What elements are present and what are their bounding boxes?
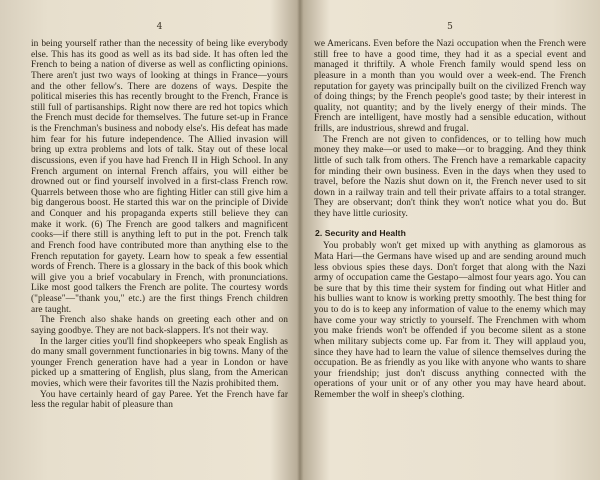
- paragraph: The French also shake hands on greeting each other and on saying goodbye. They are not back-slappers. It's not their way.: [31, 315, 288, 336]
- left-page-body: [31, 39, 288, 411]
- paragraph: In the larger cities you'll find shopkeepers who speak English as do many small government functionaries in big towns. Many of the younger French generation have had a year in London or have picked up a smattering of English, plus slang, from the American movies, which were their favorites till the Nazis prohibited them.: [31, 336, 288, 389]
- paragraph: You have certainly heard of gay Paree. Yet the French have far less the regular habit of pleasure than: [31, 389, 288, 411]
- paragraph: we Americans. Even before the Nazi occupation when the French were still free to have a good time, they had it as a special event and managed it thriftily. A whole French family would spend less on pleasure in a month than you would over a week-end. The French reputation for gayety was principally built on the civilized French way of doing things; by the French people's good taste; by their interest in quality, not quantity; and by the lively energy of their minds. The French are intelligent, have mostly had a sensible education, without frills, are industrious, shrewd and frugal.: [314, 39, 586, 134]
- left-page: [0, 0, 298, 480]
- paragraph: in being yourself rather than the necessity of being like everybody else. This has its good as well as its bad side. It has often led the French to being a nation of diverse as well as conflicting opinions. There aren't just two ways of looking at things in France—yours and the other fellow's. There are dozens of ways. Despite the political miseries this has recently brought to the French, France is still full of partisanships. Right now there are red hot topics which the French must decide for themselves. The future set-up in France is the Frenchman's business and nobody else's. His defeat has made him fear for his future independence. The Allied invasion will bring up extra problems and lots of talk. Stay out of these local discussions, even if you have had French II in High School. In any French argument on internal French affairs, you will either be drowned out or find yourself involved in a first-class French row. Quarrels between those who are fighting Hitler can still give him a big dangerous boost. He started this war on the principle of Divide and Conquer and his propaganda experts still believe they can make it work. (6) The French are good talkers and magnificent cooks—if there still is anything left to put in the pot. French talk and French food have contributed more than anything else to the French reputation for gayety. Learn how to speak a few essential words of French. There is a glossary in the back of this book which will give you a brief vocabulary in French, with pronunciations. Like most good talkers the French are polite. The courtesy words ("please"—"thank you," etc.) are the first things French children are taught.: [31, 39, 288, 315]
- right-page: [302, 0, 600, 480]
- paragraph: The French are not given to confidences, or to telling how much money they make—or used to make—or to bragging. And they think little of such talk from others. The French have a remarkable capacity for minding their own business. Even in the days when they used to travel, before the Nazis shut down on it, the French never used to sit down in a railway train and tell their private affairs to a total stranger. They are observant; don't think they won't notice what you do. But they have little curiosity.: [314, 134, 586, 219]
- right-page-body: [314, 39, 586, 401]
- page-number: 5: [447, 22, 453, 32]
- section-heading: 2. Security and Health: [315, 227, 406, 238]
- paragraph: You probably won't get mixed up with anything as glamorous as Mata Hari—the Germans have wised up and are sending around much less obvious spies these days. Don't forget that along with the Nazi army of occupation came the Gestapo—almost four years ago. You can be sure that by this time their system for finding out what Hitler and his bullies want to know is working pretty smoothly. The best thing for you to do is to keep any information of value to the enemy which may have come your way strictly to yourself. The Frenchmen with whom you make friends won't be offended if you become silent as a stone when military subjects come up. Far from it. They will applaud you, since they have had to learn the value of silence themselves during the occupation. Be as friendly as you like with anyone who wants to share your friendship; just don't discuss anything connected with the operations of your unit or of any other you may have heard about. Remember the wolf in sheep's clothing.: [314, 241, 586, 400]
- page-number: 4: [156, 22, 163, 32]
